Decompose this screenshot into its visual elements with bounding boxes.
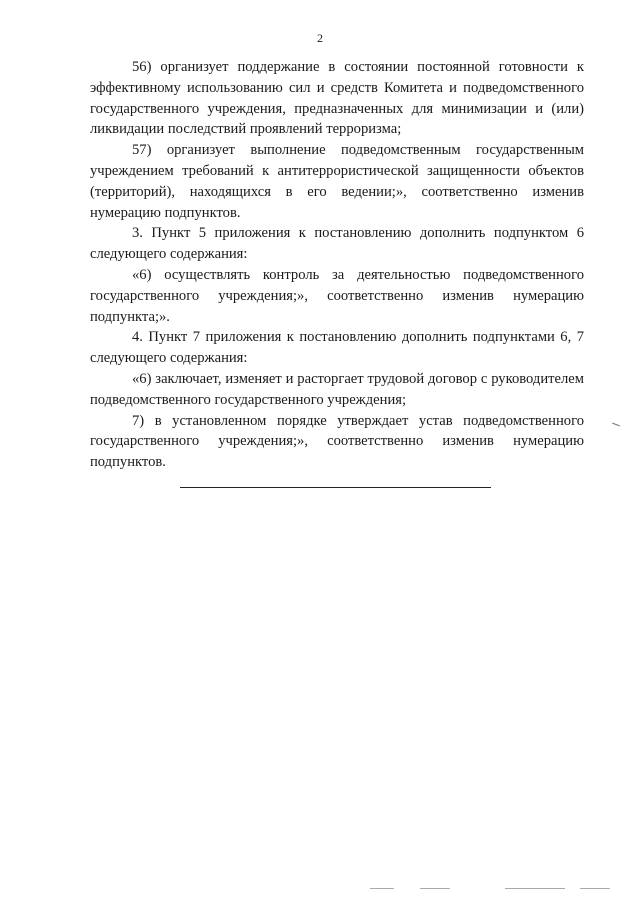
paragraph-item-57: 57) организует выполнение подведомственным государственным учреждением требований к антитеррористической защищенности объектов (территорий), находящихся в его ведении;», соответственно изменив нумерацию подпунктов.	[90, 142, 584, 221]
paragraph-point-3: 3. Пункт 5 приложения к постановлению дополнить подпунктом 6 следующего содержания:	[90, 225, 584, 263]
scan-artifact	[505, 888, 565, 889]
paragraph-subitem-6-contract: «6) заключает, изменяет и расторгает трудовой договор с руководителем подведомственного государственного учреждения;	[90, 370, 584, 408]
paragraph-point-4: 4. Пункт 7 приложения к постановлению дополнить подпунктами 6, 7 следующего содержания:	[90, 329, 584, 367]
paragraph-item-56: 56) организует поддержание в состоянии постоянной готовности к эффективному использованию сил и средств Комитета и подведомственного государственного учреждения, предназначенных для минимизации и (или) ликвидации последствий проявлений терроризма;	[90, 59, 584, 138]
page-number: 2	[317, 31, 323, 45]
scan-artifact	[370, 888, 394, 889]
scan-artifact	[612, 423, 620, 427]
paragraph-subitem-6-control: «6) осуществлять контроль за деятельностью подведомственного государственного учреждения;», соответственно изменив нумерацию подпункта;».	[90, 266, 584, 325]
paragraph-subitem-7-charter: 7) в установленном порядке утверждает устав подведомственного государственного учреждения;», соответственно изменив нумерацию подпунктов.	[90, 412, 584, 471]
scan-artifact	[420, 888, 450, 889]
end-separator-line	[180, 487, 491, 488]
scan-artifact	[580, 888, 610, 889]
document-body	[90, 57, 584, 473]
